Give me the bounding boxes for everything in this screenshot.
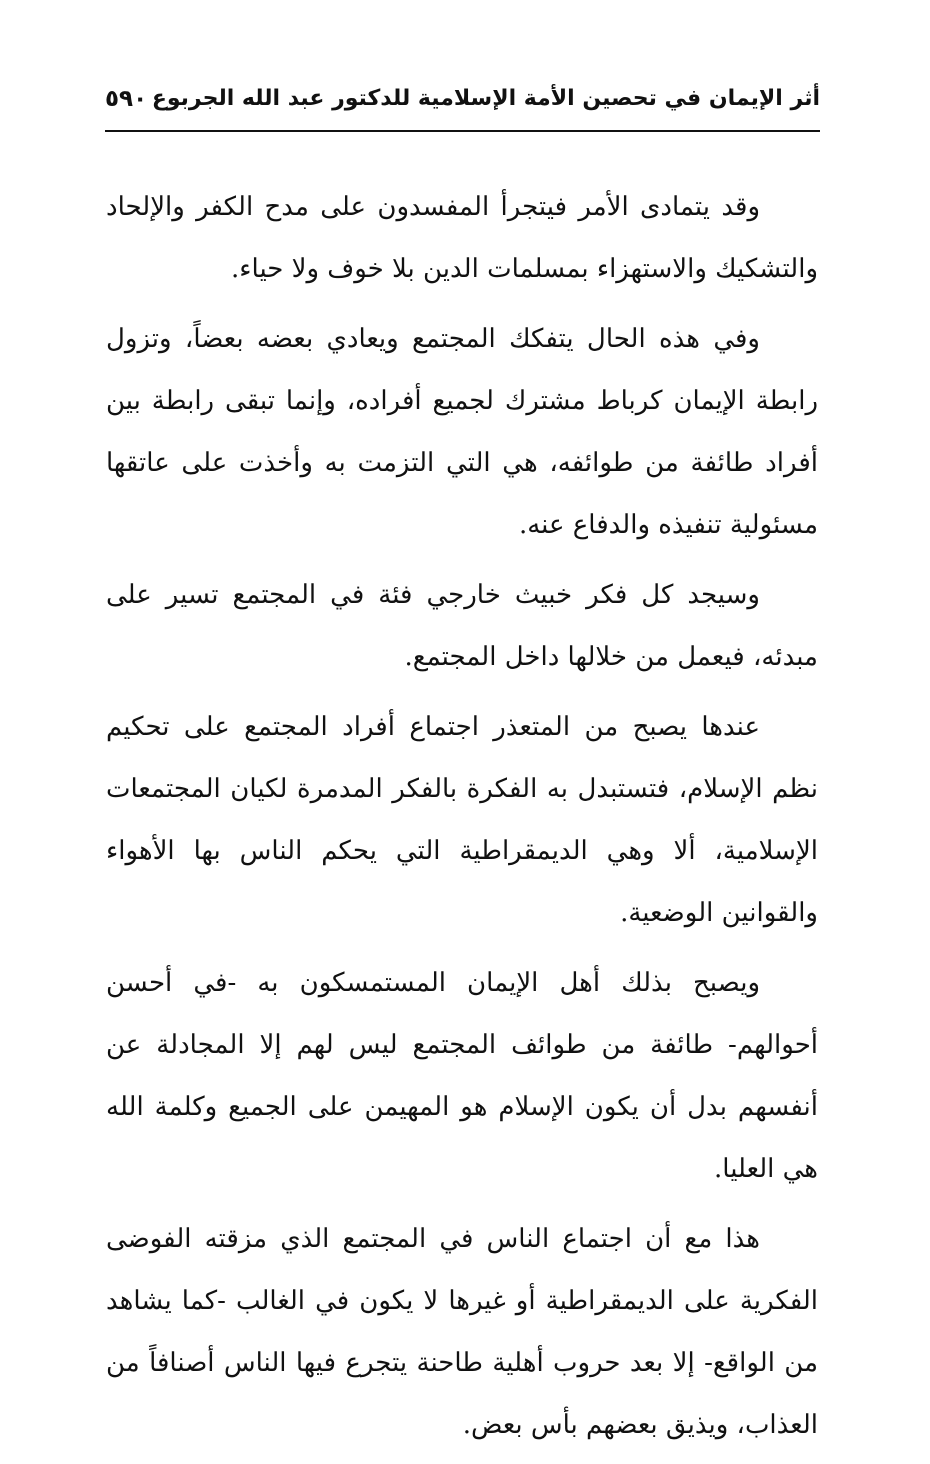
paragraph: ويصبح بذلك أهل الإيمان المستمسكون به -في أحسن أحوالهم- طائفة من طوائف المجتمع ليس لهم إلا المجادلة عن أنفسهم بدل أن يكون الإسلام هو المهيمن على الجميع وكلمة الله هي العليا.: [106, 968, 818, 1184]
header-title: أثر الإيمان في تحصين الأمة الإسلامية للدكتور عبد الله الجربوع: [151, 86, 820, 111]
paragraph: وقد يتمادى الأمر فيتجرأ المفسدون على مدح الكفر والإلحاد والتشكيك والاستهزاء بمسلمات الدين بلا خوف ولا حياء.: [106, 192, 818, 284]
running-header: [105, 82, 820, 130]
page-number: ٥٩٠: [105, 86, 148, 112]
paragraph: هذا مع أن اجتماع الناس في المجتمع الذي مزقته الفوضى الفكرية على الديمقراطية أو غيرها لا يكون في الغالب -كما يشاهد من الواقع- إلا بعد حروب أهلية طاحنة يتجرع فيها الناس أصنافاً من العذاب، ويذيق بعضهم بأس بعض.: [106, 1224, 818, 1440]
paragraph: وسيجد كل فكر خبيث خارجي فئة في المجتمع تسير على مبدئه، فيعمل من خلالها داخل المجتمع.: [106, 580, 818, 672]
body-text: [106, 176, 818, 1464]
paragraph: وفي هذه الحال يتفكك المجتمع ويعادي بعضه بعضاً، وتزول رابطة الإيمان كرباط مشترك لجميع أفراده، وإنما تبقى رابطة بين أفراد طائفة من طوائفه، هي التي التزمت به وأخذت على عاتقها مسئولية تنفيذه والدفاع عنه.: [106, 324, 818, 540]
paragraph: عندها يصبح من المتعذر اجتماع أفراد المجتمع على تحكيم نظم الإسلام، فتستبدل به الفكرة بالفكر المدمرة لكيان المجتمعات الإسلامية، ألا وهي الديمقراطية التي يحكم الناس بها الأهواء والقوانين الوضعية.: [106, 712, 818, 928]
header-divider: [105, 130, 820, 132]
